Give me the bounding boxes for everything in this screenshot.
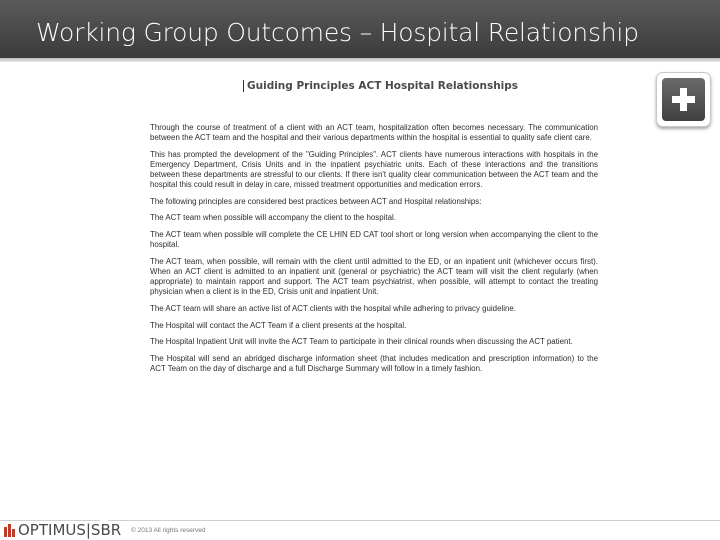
document-paragraph: The ACT team when possible will complete the CE LHIN ED CAT tool short or long version when accompanying the client to the hospital.	[150, 230, 598, 250]
plus-icon	[662, 78, 705, 121]
document-paragraph: This has prompted the development of the "Guiding Principles". ACT clients have numerous interactions with hospitals in the Emergency Department, Crisis Units and in the inpatient psychiatric units. Each of these interactions and the transitions between these departments are stressful to our clients. If there isn't quality clear communication between the ACT team and the hospital this could result in delay in care, missed treatment opportunities and medication errors.	[150, 149, 598, 190]
document-paragraph: Through the course of treatment of a client with an ACT team, hospitalization often becomes necessary. The communication between the ACT team and the hospital and their various departments within the hospital is essential to quality safe client care.	[150, 123, 598, 143]
optimus-logo-icon	[4, 524, 15, 537]
document-paragraph: The Hospital Inpatient Unit will invite the ACT Team to participate in their clinical rounds when discussing the ACT patient.	[150, 337, 573, 347]
footer-divider	[108, 520, 720, 521]
document-paragraph: The Hospital will contact the ACT Team if a client presents at the hospital.	[150, 320, 407, 330]
copyright-text: © 2013 All rights reserved	[131, 527, 206, 534]
document-paragraph: The ACT team when possible will accompany the client to the hospital.	[150, 213, 396, 223]
document-image	[140, 72, 608, 500]
document-body	[150, 123, 598, 381]
document-paragraph: The ACT team will share an active list of ACT clients with the hospital while adhering to privacy guideline.	[150, 303, 516, 313]
logo-text: OPTIMUS|SBR	[18, 521, 122, 539]
add-button[interactable]	[656, 72, 711, 127]
title-divider	[0, 58, 720, 62]
slide-title: Working Group Outcomes – Hospital Relationship	[36, 18, 639, 47]
document-paragraph: The ACT team, when possible, will remain with the client until admitted to the ED, or an inpatient unit (whichever occurs first). When an ACT client is admitted to an inpatient unit (general or psychiatric) the ACT team will visit the client regularly (when appropriate) to maintain rapport and support. The ACT team psychiatrist, when possible, will attempt to contact the treating physician when a client is in the ED, Crisis unit and inpatient Unit.	[150, 256, 598, 297]
document-title: Guiding Principles ACT Hospital Relationships	[243, 80, 518, 92]
title-bar	[0, 0, 720, 58]
document-paragraph: The Hospital will send an abridged discharge information sheet (that includes medication and prescription information) to the ACT Team on the day of discharge and a full Discharge Summary will follow in a timely fashion.	[150, 353, 598, 374]
company-logo	[4, 521, 121, 539]
document-paragraph: The following principles are considered best practices between ACT and Hospital relationships:	[150, 196, 482, 206]
